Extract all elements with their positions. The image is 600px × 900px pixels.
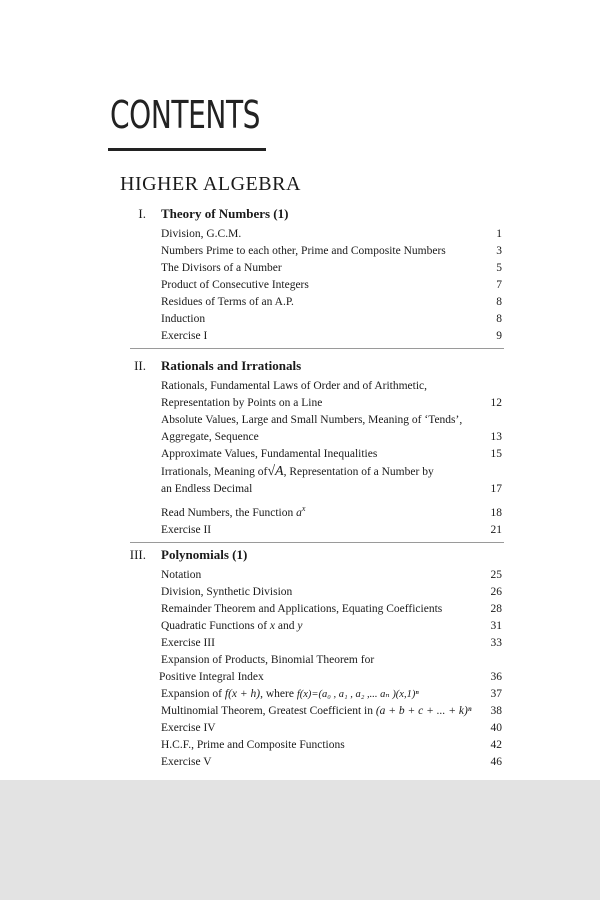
entry-text: Exercise V	[161, 756, 212, 768]
toc-entry[interactable]	[130, 446, 504, 463]
entry-text: Residues of Terms of an A.P.	[161, 296, 294, 308]
page-number: 5	[496, 262, 502, 274]
section-heading	[130, 547, 504, 565]
page-number: 7	[496, 279, 502, 291]
toc-entry[interactable]	[130, 720, 504, 737]
page-number: 8	[496, 313, 502, 325]
toc-entry[interactable]	[130, 601, 504, 618]
multinomial-math: (a + b + c + ... + k)ⁿ	[375, 705, 472, 717]
section-2	[130, 358, 504, 543]
section-divider	[130, 348, 504, 349]
f-x-plus-h-math: f(x + h)	[224, 688, 261, 700]
toc-entry[interactable]	[130, 737, 504, 754]
page-number: 42	[490, 739, 502, 751]
toc-entry[interactable]	[130, 243, 504, 260]
section-heading	[130, 358, 504, 376]
exponent-math: x	[301, 504, 306, 513]
page-number: 33	[490, 637, 502, 649]
toc-entry[interactable]	[130, 703, 504, 720]
page-number: 36	[490, 671, 502, 683]
title-underline	[108, 148, 266, 151]
page-number: 9	[496, 330, 502, 342]
page-number: 28	[490, 603, 502, 615]
toc-entry[interactable]	[130, 584, 504, 601]
page-number: 15	[490, 448, 502, 460]
entry-text: Irrationals, Meaning of	[161, 466, 268, 478]
page-number: 40	[490, 722, 502, 734]
toc-entry[interactable]	[130, 328, 504, 345]
variable-x-math: x	[269, 620, 276, 632]
section-divider	[130, 542, 504, 543]
entry-text: Approximate Values, Fundamental Inequalities	[161, 448, 378, 460]
entry-text: , Representation of a Number by	[283, 466, 434, 478]
toc-entry[interactable]	[130, 635, 504, 652]
entry-text: and	[277, 620, 295, 632]
entry-text: Notation	[161, 569, 202, 581]
page-number: 46	[490, 756, 502, 768]
entry-text: Exercise II	[161, 523, 212, 536]
section-title: Polynomials (1)	[161, 547, 248, 562]
entry-text: Induction	[161, 313, 206, 325]
toc-entry[interactable]	[130, 412, 504, 446]
page-number: 25	[490, 569, 502, 581]
toc-entry[interactable]	[130, 463, 504, 498]
page-number: 3	[496, 245, 502, 257]
entry-text: Remainder Theorem and Applications, Equating Coefficients	[161, 603, 443, 615]
entry-text: Quadratic Functions of	[161, 620, 268, 632]
footer-band	[0, 780, 600, 900]
page-number: 17	[490, 483, 502, 495]
toc-entry[interactable]	[130, 754, 504, 771]
entry-text: Exercise IV	[161, 722, 216, 734]
exponent-base-math: a	[296, 506, 302, 519]
page-number: 21	[490, 523, 502, 536]
toc-entry[interactable]	[130, 567, 504, 584]
entry-text: Division, Synthetic Division	[161, 586, 293, 598]
subject-heading: HIGHER ALGEBRA	[120, 173, 301, 195]
toc-entry[interactable]	[130, 618, 504, 635]
page-number: 26	[490, 586, 502, 598]
section-title: Theory of Numbers (1)	[161, 206, 289, 221]
section-numeral: I.	[138, 206, 146, 221]
page-number: 37	[490, 688, 502, 700]
page-number: 12	[490, 397, 502, 409]
entry-text: Rationals, Fundamental Laws of Order and of Arithmetic,	[161, 380, 428, 392]
entry-text: H.C.F., Prime and Composite Functions	[161, 739, 345, 751]
entry-text: Multinomial Theorem, Greatest Coefficient in	[161, 705, 373, 717]
entry-text-continued: an Endless Decimal	[161, 483, 253, 495]
page-number: 13	[490, 431, 502, 443]
entry-text: Expansion of Products, Binomial Theorem for	[161, 654, 375, 666]
toc-entry[interactable]	[130, 226, 504, 243]
entry-text: Product of Consecutive Integers	[161, 279, 309, 291]
toc-entry[interactable]	[130, 277, 504, 294]
toc-entry[interactable]	[130, 260, 504, 277]
entry-text: Numbers Prime to each other, Prime and Composite Numbers	[161, 245, 446, 257]
section-3	[130, 547, 504, 771]
toc-entry[interactable]	[130, 294, 504, 311]
toc-entry[interactable]	[130, 378, 504, 412]
section-title: Rationals and Irrationals	[161, 358, 302, 373]
entry-text: Exercise III	[161, 637, 215, 649]
entry-text: , where	[260, 688, 294, 700]
polynomial-f-x-math: f(x)=(a₀ , a₁ , a₂ ,... aₙ )(x,1)ⁿ	[296, 689, 419, 700]
toc-entry[interactable]	[130, 311, 504, 328]
section-1	[130, 206, 504, 349]
variable-y-math: y	[297, 620, 303, 632]
entry-text: Exercise I	[161, 330, 208, 342]
page-number: 8	[496, 296, 502, 308]
entry-text: Division, G.C.M.	[161, 228, 242, 240]
entry-text: Read Numbers, the Function	[161, 506, 294, 519]
page-number: 1	[496, 228, 502, 240]
section-numeral: II.	[134, 358, 146, 373]
toc-entry[interactable]	[130, 500, 504, 522]
toc-entry[interactable]	[130, 686, 504, 703]
entry-text-continued: Aggregate, Sequence	[161, 431, 259, 443]
sqrt-a-math: √A	[267, 464, 284, 479]
entry-text-continued: Representation by Points on a Line	[161, 397, 323, 409]
entry-text-continued: Positive Integral Index	[159, 671, 264, 683]
toc-entry[interactable]	[130, 522, 504, 539]
page-number: 38	[490, 705, 502, 717]
entry-text: Absolute Values, Large and Small Numbers, Meaning of ‘Tends’,	[161, 414, 463, 426]
toc-entry[interactable]	[130, 652, 504, 686]
page-number: 18	[490, 506, 502, 519]
entry-text: The Divisors of a Number	[161, 262, 282, 274]
entry-text: Expansion of	[161, 688, 223, 700]
section-numeral: III.	[129, 547, 146, 562]
section-heading	[130, 206, 504, 224]
page-title: CONTENTS	[110, 93, 261, 137]
page-number: 31	[490, 620, 502, 632]
